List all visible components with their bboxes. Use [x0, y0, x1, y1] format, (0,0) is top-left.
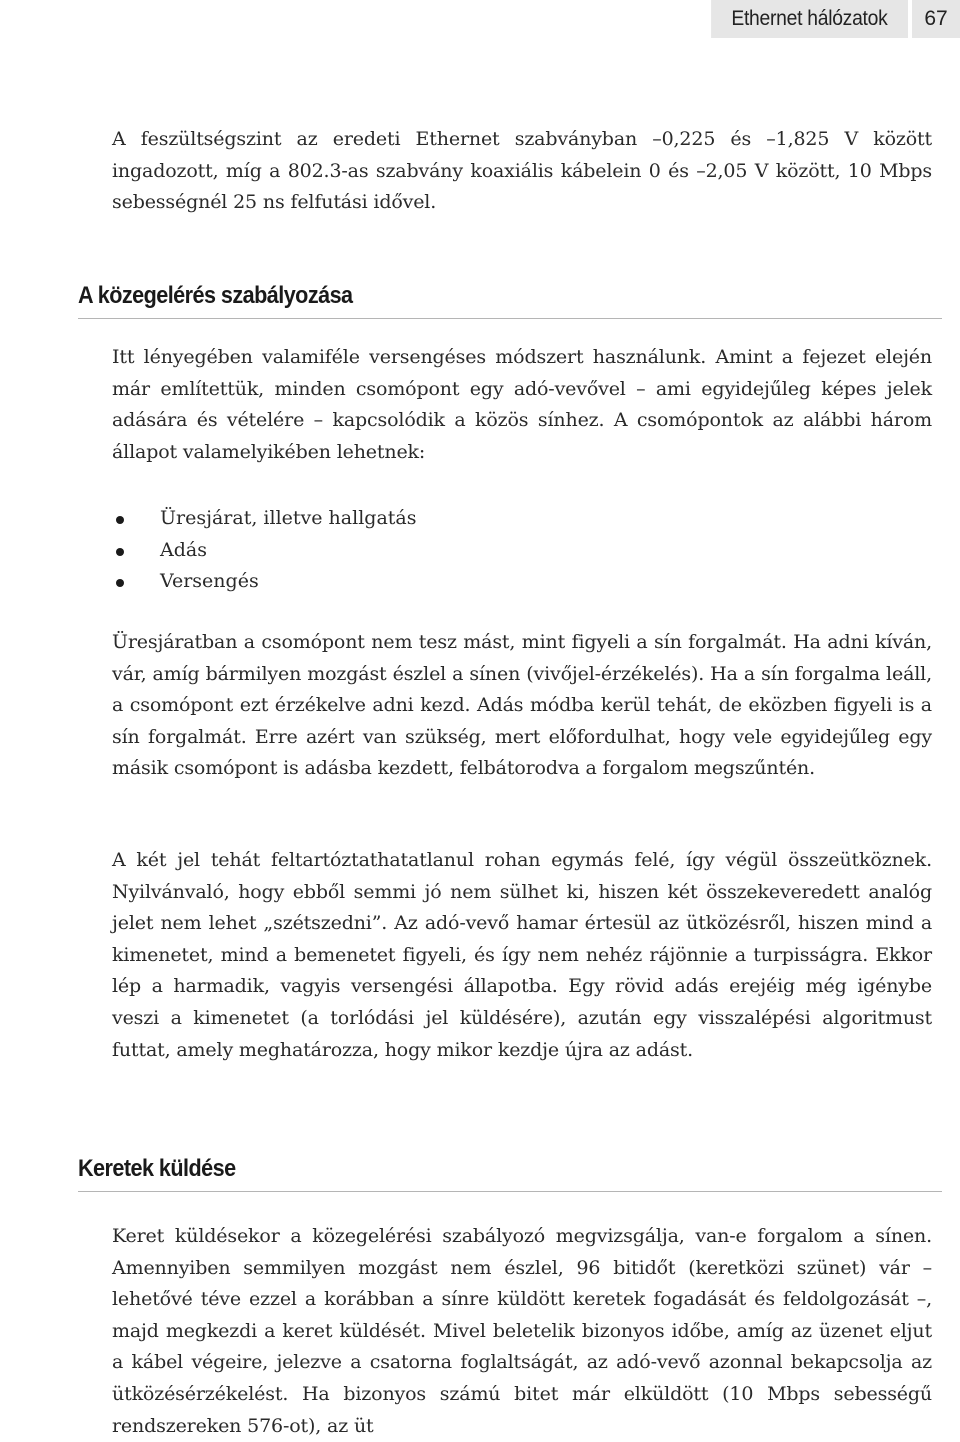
frames-paragraph: Keret küldésekor a közegelérési szabályozó megvizsgálja, van-e forgalom a sínen. Amennyiben semmilyen mozgást nem észlel, 96 bitidőt (keretközi szünet) vár – lehetővé téve ezzel a korábban a sínre küldött keretek fogadását és feldolgozását –, majd megkezdi a keret küldését. Mivel beletelik bizonyos időbe, amíg az üzenet eljut a kábel végeire, jelezve a csatorna foglaltságát, az adó-vevő azonnal bekapcsolja az ütközésérzékelést. Ha bizonyos számú bitet már elküldött (10 Mbps sebességű rendszereken 576-ot), az üt — [112, 1225, 932, 1437]
section-heading-access — [78, 282, 942, 319]
intro-block — [112, 124, 932, 219]
access-paragraph-1: Itt lényegében valamiféle versengéses módszert használunk. Amint a fejezet elején már említettük, minden csomópont egy adó-vevővel – ami egyidejűleg képes jelek adására és vételére – kapcsolódik a közös sínhez. A csomópontok az alábbi három állapot valamelyikében lehetnek: — [112, 346, 932, 463]
running-header — [694, 0, 960, 38]
bullet-icon — [116, 548, 124, 556]
frames-block — [112, 1221, 932, 1442]
section-title-frames: Keretek küldése — [78, 1155, 236, 1182]
access-paragraph-3: A két jel tehát feltartóztathatatlanul rohan egymás felé, így végül összeütköznek. Nyilvánvaló, hogy ebből semmi jó nem sülhet ki, hiszen két összekeveredett analóg jelet nem lehet „szétszedni”. Az adó-vevő hamar értesül az ütközésről, hiszen mind a kimenetet, mind a bemenetet figyeli, és így nem nehéz rájönnie a turpisságra. Ekkor lép a harmadik, vagyis versengési állapotba. Egy rövid adás erejéig még igénybe veszi a kimenetet (a torlódási jel küldésére), azután egy visszalépési algoritmust futtat, amely meghatározza, hogy mikor kezdje újra az adást. — [112, 849, 932, 1061]
list-item: Versengés — [112, 566, 932, 598]
access-paragraph-2: Üresjáratban a csomópont nem tesz mást, mint figyeli a sín forgalmát. Ha adni kíván, vár, amíg bármilyen mozgást észlel a sínen (vivőjel-érzékelés). Ha a sín forgalma leáll, a csomópont ezt érzékelve adni kezd. Adás módba kerül tehát, de eközben figyeli is a sín forgalmát. Erre azért van szükség, mert előfordulhat, hogy vele egyidejűleg egy másik csomópont is adásba kezdett, felbátorodva a forgalom megszűntén. — [112, 631, 932, 780]
bullet-icon — [116, 579, 124, 587]
bullet-icon — [116, 516, 124, 524]
intro-paragraph: A feszültségszint az eredeti Ethernet szabványban –0,225 és –1,825 V között ingadozott, míg a 802.3-as szabvány koaxiális kábelein 0 és –2,05 V között, 10 Mbps sebességnél 25 ns felfutási idővel. — [112, 128, 932, 214]
list-item: Adás — [112, 535, 932, 567]
list-item: Üresjárat, illetve hallgatás — [112, 503, 932, 535]
access-block-3 — [112, 845, 932, 1066]
section-title-access: A közegelérés szabályozása — [78, 282, 353, 309]
access-block — [112, 342, 932, 468]
chapter-title: Ethernet hálózatok — [711, 0, 908, 38]
page-number: 67 — [912, 0, 960, 38]
state-list — [112, 503, 932, 598]
state-list-block — [112, 503, 932, 598]
access-block-2 — [112, 627, 932, 785]
section-heading-frames — [78, 1155, 942, 1192]
